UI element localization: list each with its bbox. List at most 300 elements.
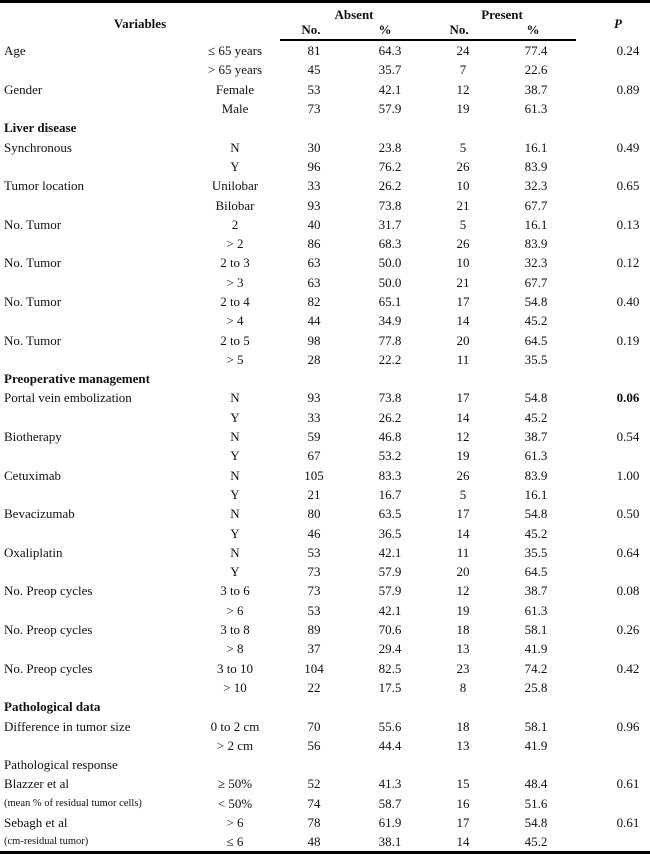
present-count-cell: 17	[456, 506, 470, 522]
table-row	[0, 620, 650, 639]
present-count-cell: 20	[456, 564, 470, 580]
present-count-cell: 11	[456, 351, 470, 367]
absent-count-cell: 73	[307, 101, 321, 117]
present-count-cell: 16	[456, 795, 470, 811]
table-row	[0, 813, 650, 832]
variable-cell: Sebagh et al	[4, 815, 68, 831]
present-percent-cell: 16.1	[524, 216, 548, 232]
section-header-row	[0, 697, 650, 716]
variable-cell: Blazzer et al	[4, 776, 69, 792]
absent-count-cell: 21	[307, 486, 321, 502]
absent-count-cell: 86	[307, 236, 321, 252]
absent-percent-cell: 61.9	[378, 815, 402, 831]
present-count-cell: 23	[456, 660, 470, 676]
present-percent-cell: 22.6	[524, 62, 548, 78]
table-row	[0, 659, 650, 678]
variable-cell: No. Preop cycles	[4, 660, 93, 676]
p-value-cell	[576, 639, 650, 658]
absent-percent-cell: 68.3	[378, 236, 402, 252]
p-value-cell: 0.65	[616, 178, 640, 194]
absent-percent-cell: 70.6	[378, 622, 402, 638]
present-count-cell: 26	[456, 467, 470, 483]
absent-percent-cell: 29.4	[378, 641, 402, 657]
absent-percent-cell: 65.1	[378, 294, 402, 309]
p-value-cell: 1.00	[616, 467, 640, 483]
absent-percent-cell: 26.2	[378, 409, 402, 425]
p-value-cell: 0.13	[616, 216, 640, 232]
present-percent-cell: 45.2	[524, 525, 548, 541]
absent-count-cell: 105	[304, 467, 324, 483]
p-value-cell	[576, 601, 650, 620]
absent-count-cell: 44	[307, 313, 321, 329]
category-cell: 3 to 8	[220, 622, 250, 638]
present-count-cell: 18	[456, 718, 470, 734]
absent-percent-cell: 46.8	[378, 429, 402, 445]
present-count-cell: 15	[456, 776, 470, 792]
category-cell: N	[230, 544, 240, 560]
present-count-cell: 20	[456, 332, 470, 348]
present-percent-cell: 83.9	[524, 236, 548, 252]
table-row	[0, 466, 650, 485]
p-value-cell: 0.06	[616, 390, 640, 406]
present-percent-cell: 32.3	[524, 255, 548, 271]
table-row	[0, 157, 650, 176]
variable-cell	[0, 157, 190, 176]
present-count-cell: 12	[456, 81, 470, 97]
category-cell: > 5	[226, 351, 244, 367]
table-row	[0, 350, 650, 369]
present-count-cell: 17	[456, 390, 470, 406]
absent-percent-cell: 57.9	[378, 564, 402, 580]
p-value-cell: 0.40	[616, 294, 640, 309]
present-count-cell: 14	[428, 832, 490, 853]
absent-count-cell: 74	[307, 795, 321, 811]
present-percent-cell: 83.9	[524, 158, 548, 174]
present-count-cell: 5	[459, 486, 467, 502]
table-row	[0, 195, 650, 214]
absent-count-cell: 30	[307, 139, 321, 155]
variable-cell	[0, 678, 190, 697]
present-pct-header: %	[490, 22, 576, 40]
category-cell: > 65 years	[207, 62, 263, 78]
absent-count-cell: 37	[307, 641, 321, 657]
present-count-cell: 19	[456, 101, 470, 117]
absent-count-cell: 28	[307, 351, 321, 367]
absent-count-cell: 73	[307, 564, 321, 580]
variable-cell: No. Tumor	[4, 216, 62, 232]
p-value-cell: 0.64	[616, 544, 640, 560]
present-count-cell: 18	[456, 622, 470, 638]
absent-count-cell: 67	[307, 448, 321, 464]
variable-cell	[0, 99, 190, 118]
absent-count-cell: 93	[307, 197, 321, 213]
p-value-cell	[576, 678, 650, 697]
present-count-cell: 12	[456, 429, 470, 445]
category-cell: > 10	[223, 679, 247, 695]
category-cell: > 2 cm	[216, 737, 254, 753]
absent-count-cell: 63	[307, 274, 321, 290]
variable-cell: (cm-residual tumor)	[0, 832, 190, 853]
absent-count-cell: 53	[307, 81, 321, 97]
variable-cell: Portal vein embolization	[4, 390, 132, 406]
table-row	[0, 485, 650, 504]
table-row	[0, 678, 650, 697]
variable-cell: Age	[4, 42, 26, 58]
category-cell: Y	[230, 564, 240, 580]
present-count-cell: 17	[456, 815, 470, 831]
present-percent-cell: 35.5	[524, 351, 548, 367]
present-percent-cell: 35.5	[524, 544, 548, 560]
p-value-header: P	[576, 2, 650, 41]
absent-percent-cell: 42.1	[378, 602, 402, 618]
present-percent-cell: 58.1	[524, 718, 548, 734]
table-row	[0, 215, 650, 234]
category-cell: Y	[230, 409, 240, 425]
present-count-cell: 26	[456, 236, 470, 252]
absent-pct-header: %	[342, 22, 428, 40]
variable-cell	[0, 408, 190, 427]
category-cell: Bilobar	[215, 197, 255, 213]
category-cell: N	[230, 429, 240, 445]
absent-percent-cell: 55.6	[378, 718, 402, 734]
present-percent-cell: 38.7	[524, 81, 548, 97]
absent-count-cell: 53	[307, 602, 321, 618]
header-row-group	[0, 2, 650, 23]
section-header-row	[0, 118, 650, 137]
present-count-cell: 12	[456, 583, 470, 599]
section-title: Liver disease	[4, 120, 77, 136]
p-value-cell: 0.24	[616, 42, 640, 58]
table-row	[0, 234, 650, 253]
present-percent-cell: 77.4	[524, 43, 548, 59]
present-count-cell: 13	[456, 641, 470, 657]
absent-count-cell: 82	[307, 294, 321, 309]
category-cell: > 4	[226, 313, 244, 329]
absent-count-cell: 53	[307, 544, 321, 560]
present-count-cell: 21	[456, 197, 470, 213]
p-value-cell	[576, 60, 650, 79]
variable-cell	[0, 639, 190, 658]
table-row	[0, 137, 650, 156]
present-percent-cell: 54.8	[524, 390, 548, 406]
absent-count-cell: 98	[307, 332, 321, 348]
category-cell: N	[230, 467, 240, 483]
absent-count-cell: 46	[307, 525, 321, 541]
variable-cell: No. Tumor	[4, 332, 62, 348]
present-count-cell: 19	[456, 602, 470, 618]
absent-percent-cell: 22.2	[378, 351, 402, 367]
p-value-cell	[576, 485, 650, 504]
p-value-cell: 0.12	[616, 255, 640, 271]
present-count-cell: 21	[456, 274, 470, 290]
absent-percent-cell: 35.7	[378, 62, 402, 78]
present-count-cell: 5	[459, 216, 467, 232]
table-row	[0, 716, 650, 735]
table-row	[0, 99, 650, 118]
present-percent-cell: 83.9	[524, 467, 548, 483]
absent-percent-cell: 17.5	[378, 679, 402, 695]
p-value-cell	[576, 273, 650, 292]
table-row	[0, 60, 650, 79]
absent-percent-cell: 77.8	[378, 332, 402, 348]
p-value-cell	[576, 523, 650, 542]
absent-count-cell: 48	[280, 832, 342, 853]
absent-count-cell: 63	[307, 255, 321, 271]
p-value-cell	[576, 832, 650, 853]
table-row	[0, 408, 650, 427]
category-cell: Male	[221, 101, 249, 117]
absent-count-cell: 45	[307, 62, 321, 78]
present-header: Present	[428, 2, 576, 23]
variable-cell	[0, 234, 190, 253]
absent-percent-cell: 64.3	[378, 43, 402, 59]
variable-cell	[0, 273, 190, 292]
present-count-cell: 10	[456, 178, 470, 194]
present-count-cell: 14	[456, 409, 470, 425]
present-percent-cell: 41.9	[524, 641, 548, 657]
present-percent-cell: 67.7	[524, 274, 548, 290]
present-count-cell: 11	[456, 544, 470, 560]
absent-count-cell: 70	[307, 718, 321, 734]
absent-count-cell: 78	[307, 815, 321, 831]
present-percent-cell: 41.9	[524, 737, 548, 753]
p-value-cell: 0.26	[616, 622, 640, 638]
present-percent-cell: 54.8	[524, 294, 548, 309]
present-count-cell: 17	[456, 294, 470, 309]
present-no-header: No.	[428, 22, 490, 40]
table-row	[0, 581, 650, 600]
category-cell: Y	[230, 486, 240, 502]
present-percent-cell: 32.3	[524, 178, 548, 194]
table-row	[0, 253, 650, 272]
p-value-cell	[576, 234, 650, 253]
p-value-cell: 0.61	[616, 815, 640, 831]
category-cell: 3 to 6	[220, 583, 250, 599]
category-cell: 2 to 3	[220, 255, 250, 271]
variable-cell: No. Preop cycles	[4, 583, 93, 599]
present-percent-cell: 61.3	[524, 448, 548, 464]
absent-count-cell: 73	[307, 583, 321, 599]
absent-count-cell: 22	[307, 679, 321, 695]
p-value-cell	[576, 562, 650, 581]
p-value-cell	[576, 99, 650, 118]
variables-header: Variables	[0, 2, 280, 41]
table-row	[0, 292, 650, 311]
absent-percent-cell: 63.5	[378, 506, 402, 522]
absent-percent-cell: 26.2	[378, 178, 402, 194]
table-row	[0, 774, 650, 793]
variable-cell	[0, 485, 190, 504]
category-cell: N	[230, 390, 240, 406]
present-percent-cell: 64.5	[524, 332, 548, 348]
present-count-cell: 14	[456, 525, 470, 541]
absent-percent-cell: 50.0	[378, 255, 402, 271]
absent-percent-cell: 58.7	[378, 795, 402, 811]
absent-count-cell: 33	[307, 178, 321, 194]
table-row	[0, 504, 650, 523]
present-percent-cell: 16.1	[524, 486, 548, 502]
category-cell: ≤ 6	[190, 832, 280, 853]
p-value-cell: 0.19	[616, 332, 640, 348]
present-percent-cell: 61.3	[524, 101, 548, 117]
table-row	[0, 176, 650, 195]
table-row	[0, 794, 650, 813]
variable-cell	[0, 60, 190, 79]
absent-percent-cell: 76.2	[378, 158, 402, 174]
category-cell: 2	[231, 216, 239, 232]
present-count-cell: 19	[456, 448, 470, 464]
absent-count-cell: 81	[307, 43, 321, 59]
absent-count-cell: 59	[307, 429, 321, 445]
absent-count-cell: 52	[307, 776, 321, 792]
present-percent-cell: 64.5	[524, 564, 548, 580]
variable-cell: Oxaliplatin	[4, 544, 63, 560]
category-cell: > 2	[226, 236, 244, 252]
table-row	[0, 639, 650, 658]
present-percent-cell: 61.3	[524, 602, 548, 618]
absent-percent-cell: 83.3	[378, 467, 402, 483]
table-row	[0, 543, 650, 562]
category-cell: > 8	[226, 641, 244, 657]
p-value-cell	[576, 311, 650, 330]
table-row	[0, 40, 650, 60]
present-percent-cell: 51.6	[524, 795, 548, 811]
category-cell: 0 to 2 cm	[210, 718, 260, 734]
variable-cell: Cetuximab	[4, 467, 62, 483]
absent-percent-cell: 42.1	[378, 544, 402, 560]
absent-percent-cell: 38.1	[342, 832, 428, 853]
absent-percent-cell: 53.2	[378, 448, 402, 464]
category-cell: 2 to 5	[220, 332, 250, 348]
category-cell: < 50%	[217, 795, 253, 811]
p-value-cell: 0.49	[616, 139, 640, 155]
table-row	[0, 523, 650, 542]
absent-count-cell: 89	[307, 622, 321, 638]
category-cell: ≥ 50%	[217, 776, 253, 792]
present-count-cell: 10	[456, 255, 470, 271]
section-title: Preoperative management	[4, 371, 150, 387]
p-value-cell	[576, 350, 650, 369]
present-percent-cell: 25.8	[524, 679, 548, 695]
p-value-cell	[576, 195, 650, 214]
category-cell: ≤ 65 years	[207, 42, 263, 58]
variable-cell	[0, 562, 190, 581]
p-value-cell: 0.54	[616, 429, 640, 445]
absent-percent-cell: 34.9	[378, 313, 402, 329]
present-percent-cell: 58.1	[524, 622, 548, 638]
variable-cell: Gender	[4, 81, 43, 97]
table-row	[0, 311, 650, 330]
category-cell: > 3	[226, 274, 244, 290]
category-cell: 3 to 10	[216, 660, 254, 676]
absent-header: Absent	[280, 2, 428, 23]
section-title: Pathological data	[4, 699, 101, 715]
category-cell: > 6	[226, 815, 244, 831]
absent-percent-cell: 73.8	[378, 390, 402, 406]
present-count-cell: 24	[456, 43, 470, 59]
variable-cell: No. Preop cycles	[4, 622, 93, 638]
variable-cell: (mean % of residual tumor cells)	[4, 797, 142, 809]
category-cell: Y	[230, 448, 240, 464]
p-value-cell	[576, 794, 650, 813]
absent-count-cell: 56	[307, 737, 321, 753]
variable-cell: Bevacizumab	[4, 506, 75, 522]
variable-cell	[0, 350, 190, 369]
variable-cell	[0, 523, 190, 542]
category-cell: N	[230, 506, 240, 522]
absent-count-cell: 96	[307, 158, 321, 174]
category-cell: Y	[230, 525, 240, 541]
table-row	[0, 562, 650, 581]
p-value-cell	[576, 736, 650, 755]
absent-percent-cell: 31.7	[378, 216, 402, 232]
category-cell: > 6	[226, 602, 244, 618]
table-row	[0, 330, 650, 349]
p-value-cell: 0.96	[616, 718, 640, 734]
absent-percent-cell: 36.5	[378, 525, 402, 541]
table-row	[0, 601, 650, 620]
absent-percent-cell: 44.4	[378, 737, 402, 753]
table-row	[0, 832, 650, 853]
variable-cell: Tumor location	[4, 178, 85, 194]
table-row	[0, 80, 650, 99]
present-percent-cell: 38.7	[524, 583, 548, 599]
present-percent-cell: 54.8	[524, 506, 548, 522]
table-row	[0, 736, 650, 755]
group-label: Pathological response	[4, 757, 118, 773]
absent-no-header: No.	[280, 22, 342, 40]
p-value-cell	[576, 157, 650, 176]
absent-percent-cell: 50.0	[378, 274, 402, 290]
absent-count-cell: 93	[307, 390, 321, 406]
present-percent-cell: 54.8	[524, 815, 548, 831]
group-label-row	[0, 755, 650, 774]
category-cell: N	[230, 139, 240, 155]
variable-cell	[0, 736, 190, 755]
p-value-cell: 0.61	[616, 776, 640, 792]
category-cell: Unilobar	[211, 178, 259, 194]
absent-percent-cell: 73.8	[378, 197, 402, 213]
p-value-cell: 0.50	[616, 506, 640, 522]
absent-percent-cell: 57.9	[378, 583, 402, 599]
category-cell: Y	[230, 158, 240, 174]
present-percent-cell: 16.1	[524, 139, 548, 155]
absent-percent-cell: 41.3	[378, 776, 402, 792]
p-value-cell: 0.89	[616, 81, 640, 97]
present-count-cell: 14	[456, 313, 470, 329]
p-value-cell: 0.08	[616, 583, 640, 599]
category-cell: Female	[215, 81, 255, 97]
table-row	[0, 446, 650, 465]
p-value-cell: 0.42	[616, 660, 640, 676]
variable-cell: No. Tumor	[4, 255, 62, 271]
variable-cell	[0, 195, 190, 214]
present-count-cell: 8	[459, 679, 467, 695]
category-cell: 2 to 4	[220, 294, 250, 309]
variable-cell: Biotherapy	[4, 429, 62, 445]
absent-percent-cell: 42.1	[378, 81, 402, 97]
p-value-cell	[576, 408, 650, 427]
absent-percent-cell: 57.9	[378, 101, 402, 117]
absent-percent-cell: 16.7	[378, 486, 402, 502]
p-value-cell	[576, 446, 650, 465]
present-percent-cell: 45.2	[490, 832, 576, 853]
present-percent-cell: 67.7	[524, 197, 548, 213]
absent-count-cell: 40	[307, 216, 321, 232]
table-row	[0, 273, 650, 292]
absent-count-cell: 80	[307, 506, 321, 522]
absent-count-cell: 33	[307, 409, 321, 425]
